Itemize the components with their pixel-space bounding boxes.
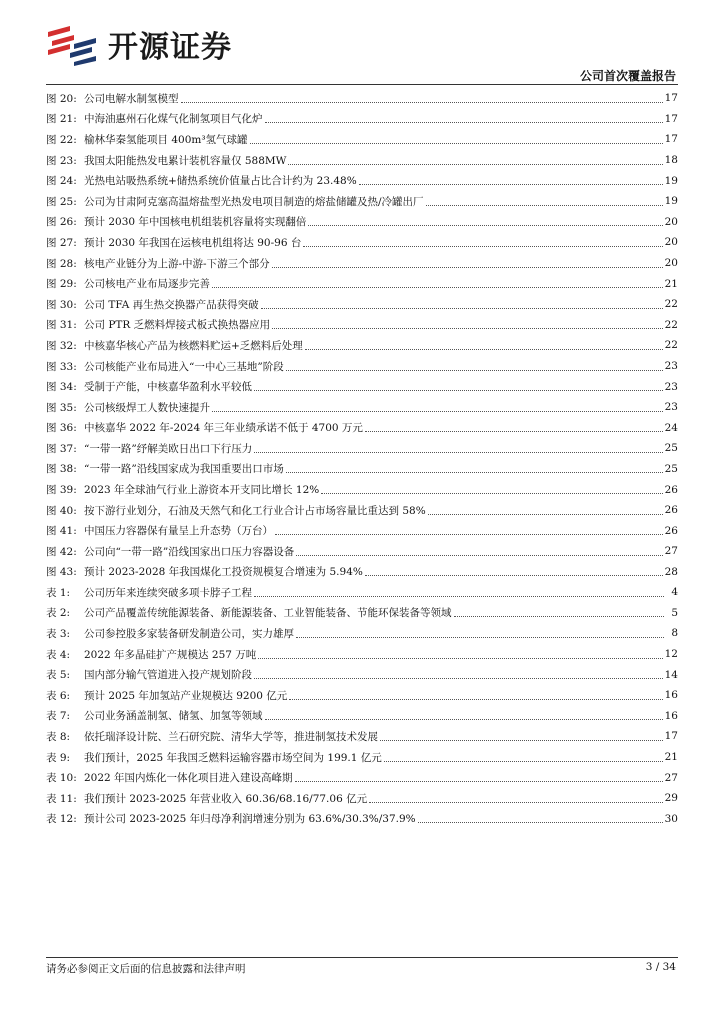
table-entry[interactable] — [46, 747, 678, 768]
table-entry-title: 国内部分输气管道进入投产规划阶段 — [84, 669, 252, 682]
figure-entry-leader-dots — [359, 184, 663, 185]
figure-entry[interactable] — [46, 562, 678, 583]
table-entry-page-number: 4 — [671, 586, 678, 599]
figure-entry-page-number: 26 — [664, 483, 678, 496]
table-index — [46, 582, 678, 829]
figure-entry-page-number: 23 — [664, 380, 678, 393]
footer-disclaimer: 请务必参阅正文后面的信息披露和法律声明 — [46, 963, 246, 975]
figure-entry-leader-dots — [250, 143, 663, 144]
report-type-label: 公司首次覆盖报告 — [579, 69, 676, 83]
figure-entry-leader-dots — [428, 514, 663, 515]
table-entry-number: 表 5: — [46, 669, 71, 682]
figure-entry-page-number: 25 — [664, 442, 678, 455]
figure-entry-title: 公司电解水制氢模型 — [84, 92, 179, 105]
table-entry-number: 表 11: — [46, 792, 77, 805]
figure-entry-page-number: 22 — [664, 298, 678, 311]
table-entry-title: 公司参控股多家装备研发制造公司，实力雄厚 — [84, 627, 294, 640]
figure-entry-title: 榆林华秦氢能项目 400m³氢气球罐 — [84, 133, 248, 146]
figure-entry-number: 图 21: — [46, 113, 77, 126]
figure-entry-leader-dots — [365, 431, 663, 432]
table-entry[interactable] — [46, 685, 678, 706]
figure-entry-number: 图 29: — [46, 278, 77, 291]
figure-entry-title: 我国太阳能热发电累计装机容量仅 588MW — [84, 154, 287, 167]
figure-entry-page-number: 18 — [664, 154, 678, 167]
table-entry-page-number: 14 — [664, 668, 678, 681]
figure-entry-number: 图 20: — [46, 92, 77, 105]
figure-entry-leader-dots — [288, 164, 662, 165]
figure-entry-number: 图 39: — [46, 484, 77, 497]
table-entry[interactable] — [46, 664, 678, 685]
table-entry-leader-dots — [289, 699, 662, 700]
figure-entry[interactable] — [46, 315, 678, 336]
figure-entry[interactable] — [46, 541, 678, 562]
figure-entry-page-number: 21 — [664, 277, 678, 290]
figure-entry-number: 图 43: — [46, 566, 77, 579]
table-entry[interactable] — [46, 706, 678, 727]
figure-entry[interactable] — [46, 191, 678, 212]
figure-entry[interactable] — [46, 129, 678, 150]
figure-entry-page-number: 20 — [664, 257, 678, 270]
table-entry-number: 表 8: — [46, 730, 71, 743]
figure-entry-title: 受制于产能，中核嘉华盈利水平较低 — [84, 381, 252, 394]
table-entry-title: 2022 年国内炼化一体化项目进入建设高峰期 — [84, 772, 293, 785]
figure-entry-leader-dots — [308, 225, 662, 226]
table-entry[interactable] — [46, 623, 678, 644]
figure-entry-page-number: 23 — [664, 401, 678, 414]
figure-entry-page-number: 17 — [664, 92, 678, 105]
page-number: 3 / 34 — [645, 961, 676, 973]
figure-entry-number: 图 32: — [46, 339, 77, 352]
figure-entry-leader-dots — [265, 122, 663, 123]
figure-entry-page-number: 23 — [664, 360, 678, 373]
figure-entry-number: 图 24: — [46, 175, 77, 188]
figure-entry-title: 按下游行业划分，石油及天然气和化工行业合计占市场容量比重达到 58% — [84, 504, 426, 517]
table-entry-page-number: 21 — [664, 751, 678, 764]
figure-entry-page-number: 19 — [664, 195, 678, 208]
table-entry-number: 表 9: — [46, 751, 71, 764]
figure-entry[interactable] — [46, 253, 678, 274]
figure-entry-title: 公司为甘肃阿克塞高温熔盐型光热发电项目制造的熔盐储罐及热/冷罐出厂 — [84, 195, 424, 208]
figure-entry[interactable] — [46, 170, 678, 191]
table-entry[interactable] — [46, 767, 678, 788]
table-entry-number: 表 10: — [46, 772, 77, 785]
figure-entry-leader-dots — [254, 390, 663, 391]
table-entry-leader-dots — [295, 781, 663, 782]
figure-entry-title: 中核嘉华 2022 年-2024 年三年业绩承诺不低于 4700 万元 — [84, 422, 363, 435]
figure-entry-number: 图 23: — [46, 154, 77, 167]
figure-entry-title: 公司核级焊工人数快速提升 — [84, 401, 210, 414]
figure-entry-leader-dots — [286, 370, 663, 371]
figure-entry-number: 图 22: — [46, 133, 77, 146]
figure-entry-leader-dots — [365, 575, 663, 576]
table-entry[interactable] — [46, 644, 678, 665]
table-entry-number: 表 12: — [46, 813, 77, 826]
figure-entry[interactable] — [46, 212, 678, 233]
figure-entry-page-number: 17 — [664, 112, 678, 125]
figure-entry[interactable] — [46, 500, 678, 521]
table-entry-page-number: 8 — [671, 627, 678, 640]
table-entry-leader-dots — [254, 596, 664, 597]
figure-entry-number: 图 27: — [46, 236, 77, 249]
figure-entry-title: 核电产业链分为上游-中游-下游三个部分 — [84, 257, 270, 270]
figure-entry[interactable] — [46, 150, 678, 171]
figure-entry-title: 公司核电产业布局逐步完善 — [84, 278, 210, 291]
footer-divider — [46, 957, 678, 958]
brand-name: 开源证券 — [108, 30, 232, 65]
figure-entry[interactable] — [46, 232, 678, 253]
table-entry-page-number: 16 — [664, 709, 678, 722]
table-entry-leader-dots — [380, 740, 663, 741]
table-entry[interactable] — [46, 726, 678, 747]
table-entry-leader-dots — [454, 616, 665, 617]
table-entry-title: 依托瑞泽设计院、兰石研究院、清华大学等，推进制氢技术发展 — [84, 730, 378, 743]
figure-entry-page-number: 20 — [664, 215, 678, 228]
figure-entry-leader-dots — [272, 328, 662, 329]
figure-entry-leader-dots — [272, 267, 663, 268]
table-entry-leader-dots — [369, 802, 663, 803]
figure-entry-number: 图 25: — [46, 195, 77, 208]
figure-entry-title: 公司 TFA 再生热交换器产品获得突破 — [84, 298, 259, 311]
figure-entry-number: 图 42: — [46, 545, 77, 558]
figure-entry-page-number: 28 — [664, 565, 678, 578]
figure-entry-title: 预计 2030 年我国在运核电机组将达 90-96 台 — [84, 236, 302, 249]
figure-entry-number: 图 37: — [46, 442, 77, 455]
figure-entry-leader-dots — [296, 555, 662, 556]
figure-entry[interactable] — [46, 418, 678, 439]
figure-entry-title: 预计 2023-2028 年我国煤化工投资规模复合增速为 5.94% — [84, 566, 363, 579]
brand-logo — [44, 22, 232, 66]
table-entry[interactable] — [46, 809, 678, 830]
figure-entry[interactable] — [46, 397, 678, 418]
figure-entry-title: 中国压力容器保有量呈上升态势（万台） — [84, 525, 273, 538]
figure-entry-leader-dots — [254, 452, 662, 453]
table-entry-title: 2022 年多晶硅扩产规模达 257 万吨 — [84, 648, 257, 661]
figure-entry[interactable] — [46, 356, 678, 377]
figure-entry-page-number: 22 — [664, 318, 678, 331]
kaiyuan-logo-icon — [44, 22, 102, 66]
table-entry-number: 表 2: — [46, 607, 71, 620]
figure-entry-number: 图 26: — [46, 216, 77, 229]
table-entry-number: 表 1: — [46, 586, 71, 599]
figure-entry-title: 2023 年全球油气行业上游资本开支同比增长 12% — [84, 484, 320, 497]
table-entry-title: 公司产品覆盖传统能源装备、新能源装备、工业智能装备、节能环保装备等领域 — [84, 607, 452, 620]
figure-entry[interactable] — [46, 273, 678, 294]
figure-entry-title: 中核嘉华核心产品为核燃料贮运+乏燃料后处理 — [84, 339, 303, 352]
figure-entry-title: “一带一路”沿线国家成为我国重要出口市场 — [84, 463, 284, 476]
figure-entry-title: 公司向“一带一路”沿线国家出口压力容器设备 — [84, 545, 295, 558]
figure-entry-leader-dots — [286, 472, 663, 473]
table-entry[interactable] — [46, 582, 678, 603]
figure-entry-title: 中海油惠州石化煤气化制氢项目气化炉 — [84, 113, 263, 126]
figure-entry-leader-dots — [261, 308, 663, 309]
figure-entry-number: 图 31: — [46, 319, 77, 332]
table-entry-number: 表 3: — [46, 627, 71, 640]
table-entry-title: 预计公司 2023-2025 年归母净利润增速分别为 63.6%/30.3%/37.9% — [84, 813, 416, 826]
table-entry-leader-dots — [384, 761, 663, 762]
figure-entry-page-number: 17 — [664, 133, 678, 146]
table-entry-leader-dots — [418, 822, 663, 823]
figure-entry[interactable] — [46, 294, 678, 315]
figure-entry-leader-dots — [305, 349, 663, 350]
figure-entry-title: 公司 PTR 乏燃料焊接式板式换热器应用 — [84, 319, 271, 332]
table-entry-number: 表 7: — [46, 710, 71, 723]
page-header — [0, 0, 724, 90]
figure-entry-page-number: 26 — [664, 524, 678, 537]
figure-entry-page-number: 25 — [664, 462, 678, 475]
figure-entry-number: 图 38: — [46, 463, 77, 476]
table-entry[interactable] — [46, 603, 678, 624]
table-entry-page-number: 17 — [664, 730, 678, 743]
table-entry-page-number: 30 — [664, 812, 678, 825]
table-entry-title: 公司历年来连续突破多项卡脖子工程 — [84, 586, 252, 599]
figure-entry-title: “一带一路”纾解美欧日出口下行压力 — [84, 442, 253, 455]
figure-entry-leader-dots — [321, 493, 662, 494]
table-entry-leader-dots — [265, 719, 663, 720]
figure-entry[interactable] — [46, 479, 678, 500]
figure-entry-number: 图 35: — [46, 401, 77, 414]
table-entry-leader-dots — [254, 678, 663, 679]
table-entry-title: 我们预计，2025 年我国乏燃料运输容器市场空间为 199.1 亿元 — [84, 751, 382, 764]
figure-entry[interactable] — [46, 459, 678, 480]
table-entry-title: 我们预计 2023-2025 年营业收入 60.36/68.16/77.06 亿元 — [84, 792, 368, 805]
figure-entry-page-number: 22 — [664, 339, 678, 352]
figure-entry-number: 图 40: — [46, 504, 77, 517]
figure-entry-number: 图 41: — [46, 525, 77, 538]
table-entry-title: 公司业务涵盖制氢、储氢、加氢等领域 — [84, 710, 263, 723]
table-entry-page-number: 5 — [671, 606, 678, 619]
figure-entry-number: 图 34: — [46, 381, 77, 394]
table-entry-title: 预计 2025 年加氢站产业规模达 9200 亿元 — [84, 689, 288, 702]
figure-entry-leader-dots — [181, 102, 663, 103]
table-entry-page-number: 16 — [664, 689, 678, 702]
figure-entry-leader-dots — [275, 534, 663, 535]
header-divider — [46, 84, 678, 85]
figure-entry-number: 图 33: — [46, 360, 77, 373]
table-entry[interactable] — [46, 788, 678, 809]
figure-entry-leader-dots — [212, 287, 663, 288]
figure-entry-page-number: 20 — [664, 236, 678, 249]
figure-entry-leader-dots — [426, 205, 663, 206]
figure-entry[interactable] — [46, 109, 678, 130]
figure-index — [46, 88, 678, 582]
table-entry-page-number: 27 — [664, 771, 678, 784]
figure-entry[interactable] — [46, 438, 678, 459]
table-entry-page-number: 29 — [664, 792, 678, 805]
table-entry-page-number: 12 — [664, 648, 678, 661]
figure-entry[interactable] — [46, 335, 678, 356]
figure-entry-leader-dots — [212, 411, 663, 412]
figure-entry-page-number: 24 — [664, 421, 678, 434]
table-entry-number: 表 4: — [46, 648, 71, 661]
figure-entry[interactable] — [46, 520, 678, 541]
figure-entry-title: 公司核能产业布局进入“一中心三基地”阶段 — [84, 360, 284, 373]
figure-entry-title: 光热电站吸热系统+储热系统价值量占比合计约为 23.48% — [84, 175, 357, 188]
figure-entry-page-number: 26 — [664, 504, 678, 517]
table-entry-leader-dots — [258, 658, 662, 659]
table-entry-leader-dots — [296, 637, 664, 638]
figure-entry-title: 预计 2030 年中国核电机组装机容量将实现翻倍 — [84, 216, 307, 229]
figure-entry-number: 图 36: — [46, 422, 77, 435]
table-entry-number: 表 6: — [46, 689, 71, 702]
figure-entry[interactable] — [46, 376, 678, 397]
figure-entry-leader-dots — [303, 246, 662, 247]
figure-entry-number: 图 28: — [46, 257, 77, 270]
figure-entry-page-number: 19 — [664, 174, 678, 187]
figure-entry-page-number: 27 — [664, 545, 678, 558]
figure-entry[interactable] — [46, 88, 678, 109]
figure-entry-number: 图 30: — [46, 298, 77, 311]
